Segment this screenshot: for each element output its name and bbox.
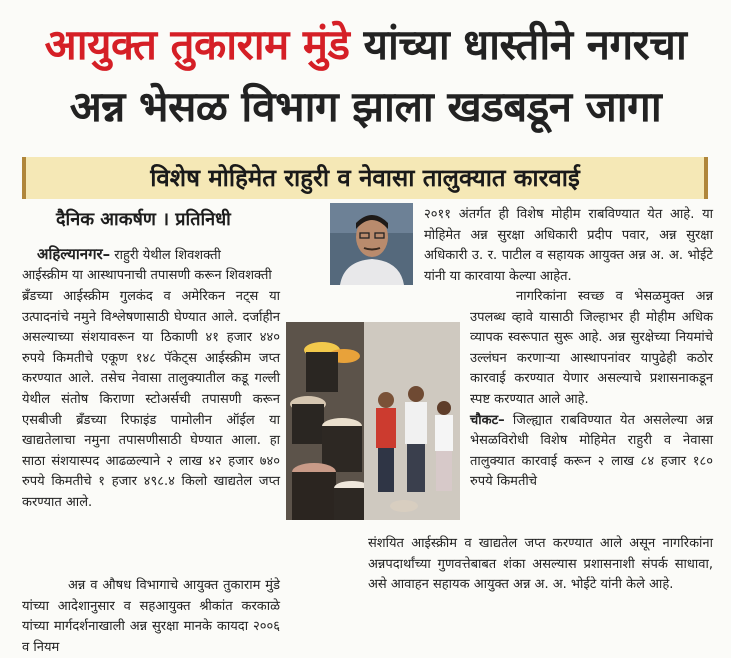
right-paragraph-2: नागरिकांना स्वच्छ व भेसळमुक्त अन्न उपलब्ध व्हावे यासाठी जिल्हाभर ही मोहीम अधिक व्यापक स्वरूपात सुरू आहे. अन्न सुरक्षेच्या नियमांचे उल्लंघन करणाऱ्या आस्थापनांवर यापुढेही कठोर कारवाई करण्यात येणार असल्याचे प्रशासनाकडून स्पष्ट करण्यात आले आहे. (470, 289, 713, 407)
lead-text-a: राहुरी येथील शिवशक्ती (114, 248, 221, 263)
column-left-bottom (22, 576, 280, 658)
column-right-mid (470, 287, 713, 493)
paragraph-2: अन्न व औषध विभागाचे आयुक्त तुकाराम मुंडे यांच्या आदेशानुसार व सहआयुक्त श्रीकांत करकाळे यांच्या मार्गदर्शनाखाली अन्न सुरक्षा मानके कायदा २००६ व नियम (22, 578, 280, 655)
right-paragraph-3-text: जिल्ह्यात राबविण्यात येत असलेल्या अन्न भेसळविरोधी विशेष मोहिमेत राहुरी व नेवासा तालुक्यात कारवाई करून २ लाख ८४ हजार १८० रुपये किमतीचे (470, 412, 713, 490)
lead-paragraph-rest: ब्रँडच्या आईस्क्रीम गुलकंद व अमेरिकन नट्स या उत्पादनांचे नमुने विश्लेषणासाठी घेण्यात आले. दर्जाहीन असल्याच्या संशयावरून या ठिकाणी ४१ हजार ४४० रुपये किमतीचे एकूण १४८ पॅकेट्स आईस्क्रीम जप्त करण्यात आले. तसेच नेवासा तालुक्यातील कडू गल्ली येथील संतोष किराणा स्टोअर्सची तपासणी करून एसबीजी ब्रँडच्या रिफाइंड पामोलीन ऑईल या खाद्यतेलाचा नमुना तपासणीसाठी घेण्यात आला. हा साठा संशयास्पद आढळल्याने २ लाख ४२ हजार ७४० रुपये किमतीचे १ हजार ४९८.४ किलो खाद्यतेल जप्त करण्यात आले. (22, 289, 280, 510)
right-paragraph-1: २०११ अंतर्गत ही विशेष मोहीम राबविण्यात येत आहे. या मोहिमेत अन्न सुरक्षा अधिकारी प्रदीप पवार, अन्न सुरक्षा अधिकारी उ. र. पाटील व सहायक आयुक्त अन्न अ. अ. भोईटे यांनी या कारवाया केल्या आहेत. (424, 207, 713, 284)
headline-line-2: अन्न भेसळ विभाग झाला खडबडून जागा (69, 82, 662, 131)
column-left-line2 (22, 266, 323, 287)
lead-paragraph-start (37, 244, 321, 267)
column-left-body (22, 287, 280, 514)
column-left-top (37, 244, 321, 267)
headline-red-text: आयुक्त तुकाराम मुंडे (44, 20, 350, 69)
box-label: चौकट– (470, 412, 505, 428)
subheading-banner: विशेष मोहिमेत राहुरी व नेवासा तालुक्यात कारवाई (22, 157, 708, 199)
byline: दैनिक आकर्षण । प्रतिनिधी (56, 209, 231, 230)
portrait-photo-graphic (330, 203, 413, 285)
column-right-top (424, 205, 713, 287)
portrait-photo (330, 203, 413, 285)
inspection-photo-graphic (286, 322, 460, 520)
dateline: अहिल्यानगर– (37, 245, 111, 263)
inspection-photo (286, 322, 460, 520)
headline (0, 14, 731, 138)
headline-black-text: यांच्या धास्तीने नगरचा (363, 20, 687, 69)
right-paragraph-3 (470, 411, 713, 493)
headline-line-1 (0, 14, 731, 76)
lead-text-b: आईस्क्रीम या आस्थापनाची तपासणी करून शिवशक्ती (22, 268, 272, 283)
column-right-bottom (368, 534, 713, 596)
right-paragraph-3-full: संशयित आईस्क्रीम व खाद्यतेल जप्त करण्यात आले असून नागरिकांना अन्नपदार्थांच्या गुणवत्तेबाबत शंका असल्यास प्रशासनाशी संपर्क साधावा, असे आवाहन सहायक आयुक्त अन्न अ. अ. भोईटे यांनी केले आहे. (368, 536, 713, 593)
